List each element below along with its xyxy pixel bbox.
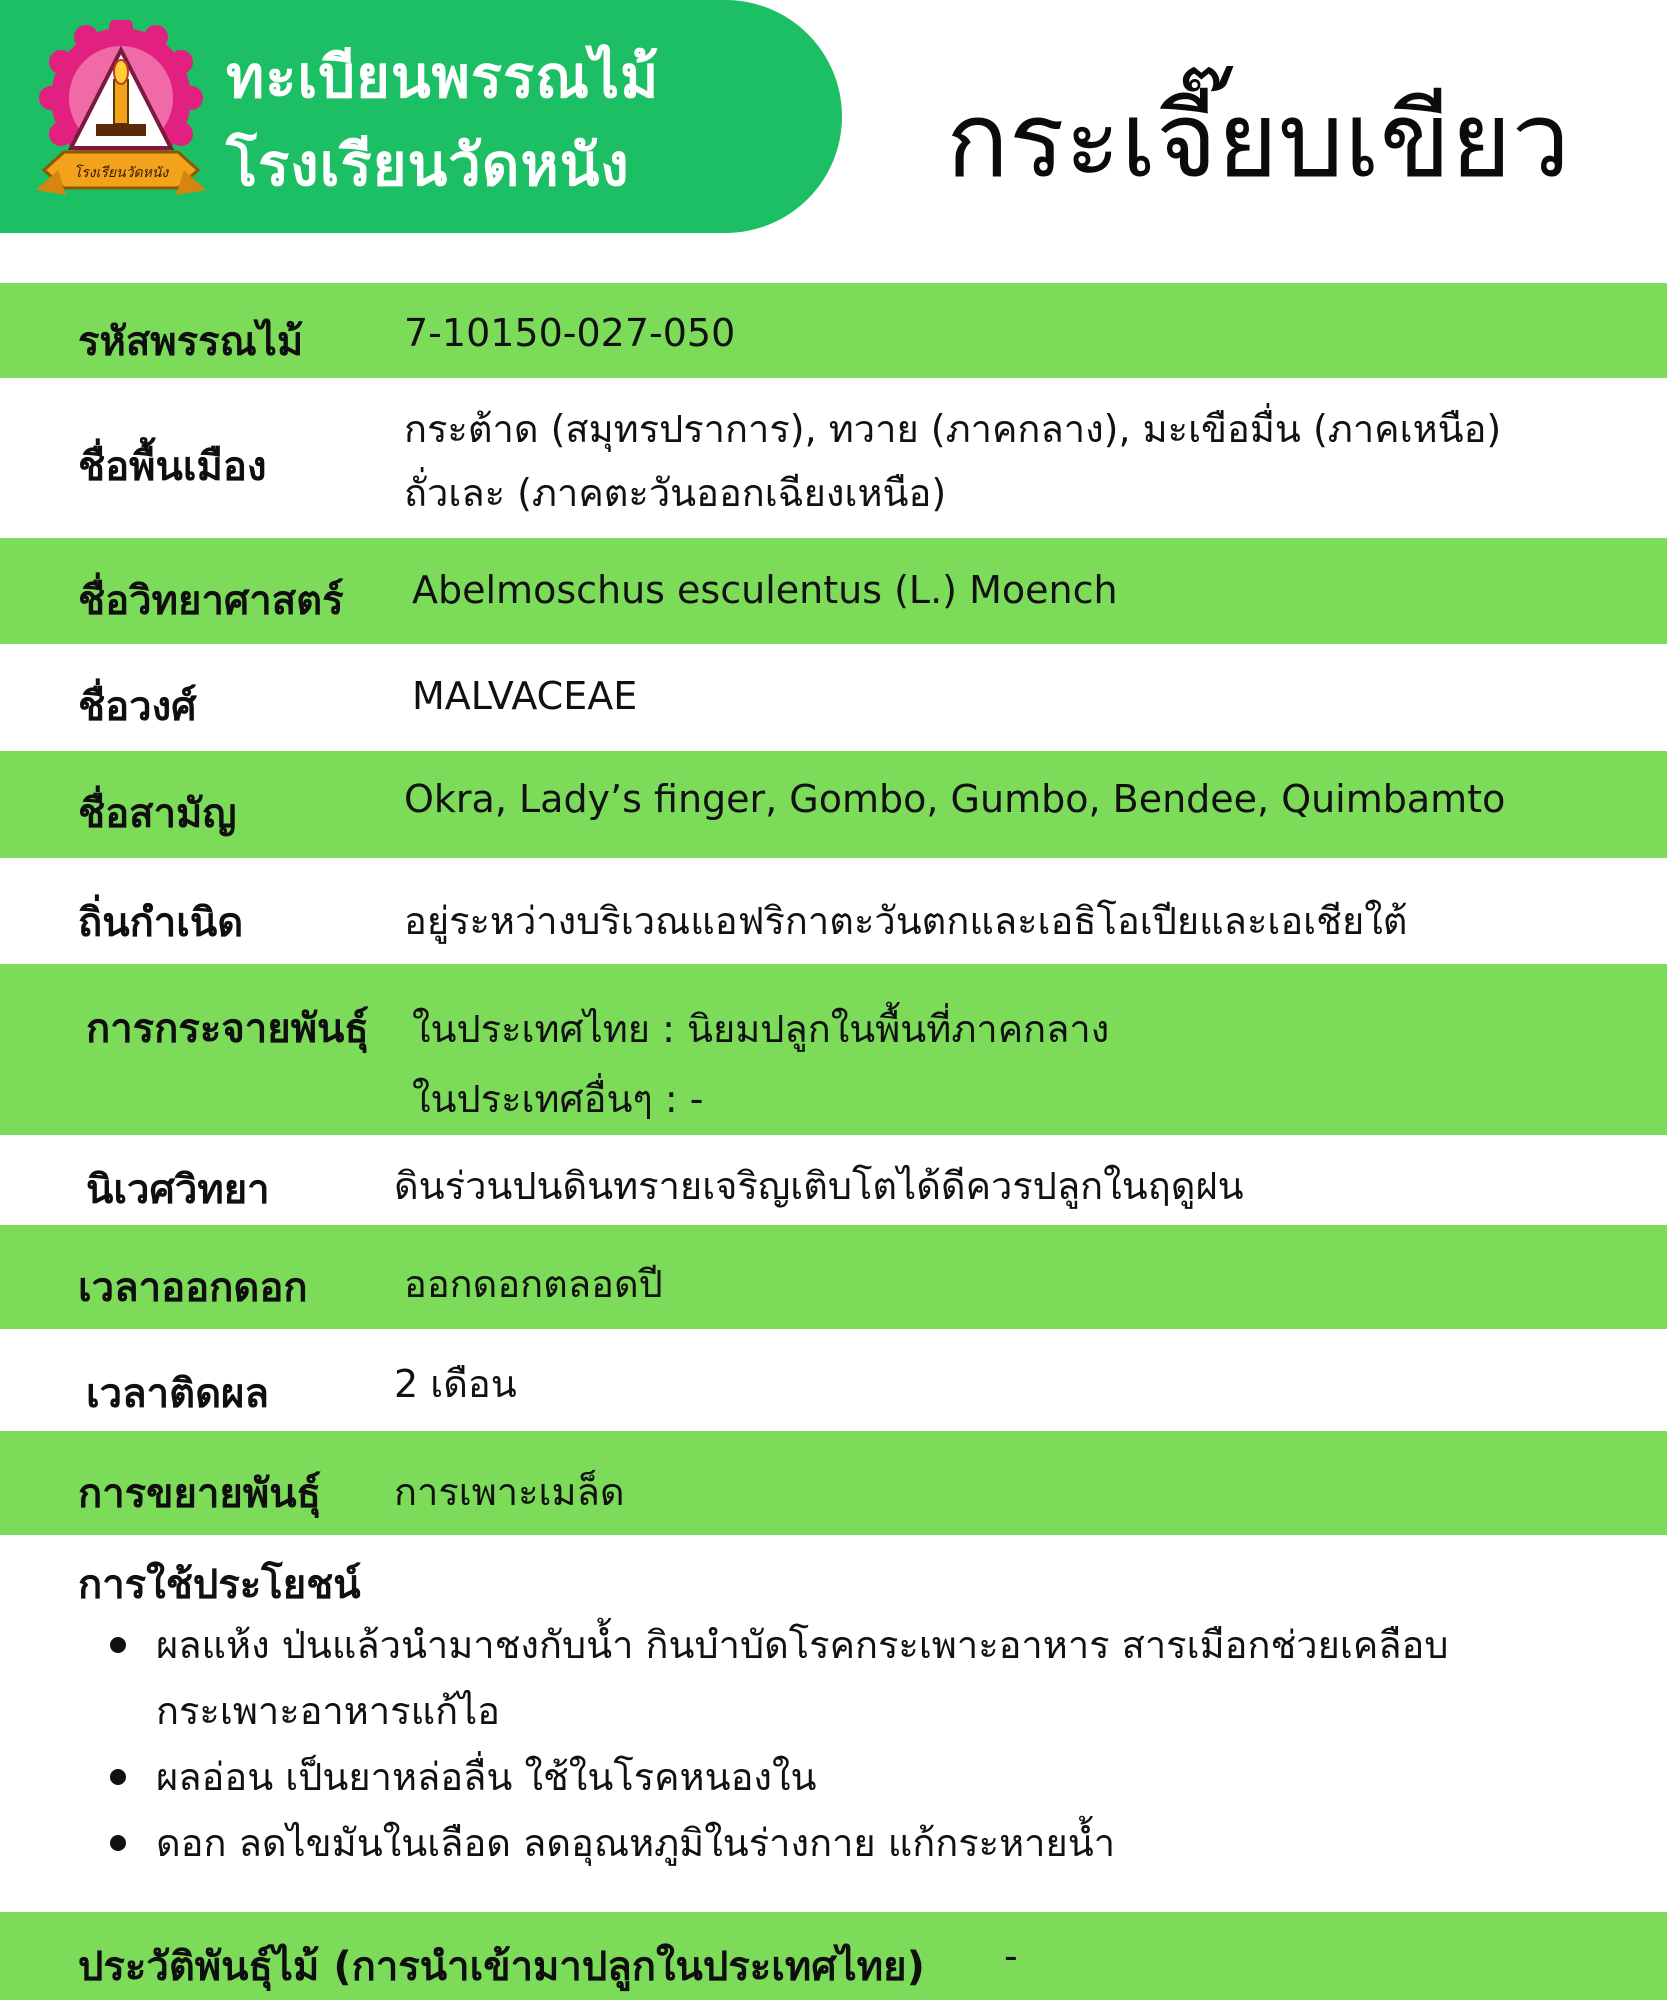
field-value-line2: ในประเทศอื่นๆ : - [412,1077,704,1121]
school-title-line2: โรงเรียนวัดหนัง [226,133,630,198]
list-item [100,1744,1580,1810]
field-label: ชื่อวิทยาศาสตร์ [78,578,344,624]
field-label: นิเวศวิทยา [86,1167,270,1213]
field-row-scientific-name [0,538,1667,644]
field-label: ถิ่นกำเนิด [78,900,244,946]
field-value: อยู่ระหว่างบริเวณแอฟริกาตะวันตกและเอธิโอเปียและเอเชียใต้ [404,899,1408,943]
field-row-fruiting [0,1329,1667,1431]
field-row-ecology [0,1135,1667,1225]
use-text: ผลอ่อน เป็นยาหล่อลื่น ใช้ในโรคหนองใน [156,1755,817,1799]
field-row-code [0,283,1667,378]
bullet-icon [110,1835,126,1851]
list-item [100,1612,1580,1744]
school-logo [36,20,206,210]
field-value: 2 เดือน [394,1362,517,1406]
field-value: กระต้าด (สมุทรปราการ), ทวาย (ภาคกลาง), มะเขือมื่น (ภาคเหนือ) [404,407,1502,451]
field-value: Okra, Lady’s finger, Gombo, Gumbo, Bendee, Quimbamto [404,777,1506,821]
field-value: ในประเทศไทย : นิยมปลูกในพื้นที่ภาคกลาง [412,1007,1110,1051]
field-row-flowering [0,1225,1667,1329]
field-label: เวลาติดผล [86,1371,270,1417]
use-text: ดอก ลดไขมันในเลือด ลดอุณหภูมิในร่างกาย แก้กระหายน้ำ [156,1821,1116,1865]
field-row-distribution [0,964,1667,1135]
field-value: ดินร่วนปนดินทรายเจริญเติบโตได้ดีควรปลูกในฤดูฝน [394,1164,1244,1208]
field-value: 7-10150-027-050 [404,311,736,355]
field-value: การเพาะเมล็ด [394,1470,625,1514]
field-row-common-name [0,751,1667,858]
field-value: Abelmoschus esculentus (L.) Moench [412,568,1118,612]
field-value: MALVACEAE [412,674,638,718]
school-title [226,34,659,210]
field-label: รหัสพรรณไม้ [78,319,304,365]
list-item [100,1810,1580,1876]
field-value: ออกดอกตลอดปี [404,1262,663,1306]
use-text: ผลแห้ง ป่นแล้วนำมาชงกับน้ำ กินบำบัดโรคกระเพาะอาหาร สารเมือกช่วยเคลือบ [156,1623,1449,1667]
logo-ribbon-text: โรงเรียนวัดหนัง [73,166,169,181]
field-row-history [0,1912,1667,2000]
uses-list [100,1612,1580,1876]
field-label: ประวัติพันธุ์ไม้ (การนำเข้ามาปลูกในประเทศไทย) [78,1944,925,1990]
field-label: ชื่อวงศ์ [78,684,197,730]
school-title-line1: ทะเบียนพรรณไม้ [226,45,660,110]
field-row-origin [0,858,1667,964]
bullet-icon [110,1769,126,1785]
field-row-local-name [0,378,1667,538]
field-label: เวลาออกดอก [78,1265,308,1311]
field-row-propagation [0,1431,1667,1535]
field-label: การกระจายพันธุ์ [86,1006,369,1052]
bullet-icon [110,1637,126,1653]
field-label: ชื่อสามัญ [78,791,237,837]
field-value: - [1004,1934,1018,1978]
field-value-line2: ถั่วเละ (ภาคตะวันออกเฉียงเหนือ) [404,471,947,515]
field-row-family [0,644,1667,751]
use-text-line2: กระเพาะอาหารแก้ไอ [156,1689,501,1733]
uses-heading: การใช้ประโยชน์ [78,1562,361,1608]
field-label: การขยายพันธุ์ [78,1471,321,1517]
field-label: ชื่อพื้นเมือง [78,444,267,490]
plant-name-heading: กระเจี๊ยบเขียว [945,79,1571,201]
